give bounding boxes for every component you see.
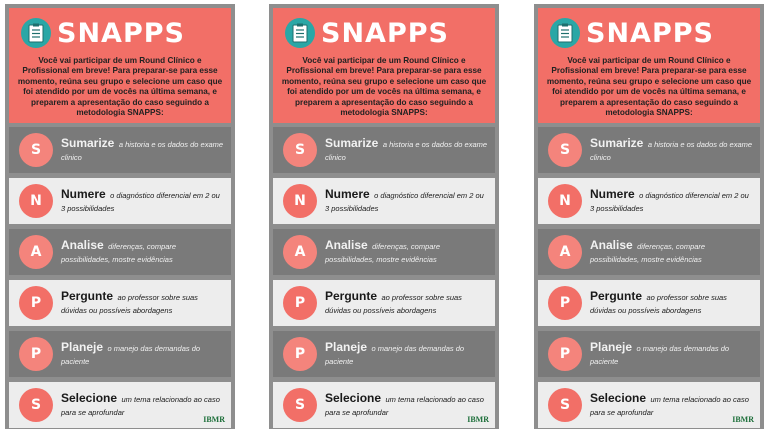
step-letter: P: [283, 337, 317, 371]
poster-title: SNAPPS: [586, 17, 714, 49]
step-row-summarize: [273, 127, 495, 173]
step-verb: Pergunte: [590, 289, 643, 303]
step-verb: Planeje: [325, 340, 368, 354]
step-desc: um tema relacionado ao caso para se aprofundar: [61, 395, 220, 417]
logo: [550, 14, 714, 52]
step-letter: P: [548, 337, 582, 371]
clipboard-checklist-icon: [550, 18, 580, 48]
step-letter: S: [548, 133, 582, 167]
snapps-poster-3[interactable]: [534, 4, 764, 429]
step-row-select: [9, 382, 231, 428]
clipboard-checklist-icon: [285, 18, 315, 48]
poster-intro: Você vai participar de um Round Clínico e Profissional em breve! Para preparar-se para esse momento, reúna seu grupo e selecione um caso que foi atendido por um de vocês na última semana, e preparem a apresentação do caso seguindo a metodologia SNAPPS:: [546, 56, 752, 118]
step-row-plan: [273, 331, 495, 377]
step-letter: A: [548, 235, 582, 269]
step-row-analyze: [273, 229, 495, 275]
step-row-number: [273, 178, 495, 224]
step-desc: o manejo das demandas do paciente: [61, 344, 201, 366]
step-letter: S: [283, 133, 317, 167]
step-verb: Pergunte: [325, 289, 378, 303]
step-row-number: [9, 178, 231, 224]
step-verb: Analise: [590, 238, 633, 252]
step-desc: um tema relacionado ao caso para se aprofundar: [590, 395, 749, 417]
step-desc: diferenças, compare possibilidades, mostre evidências: [325, 242, 441, 264]
step-letter: S: [548, 388, 582, 422]
step-verb: Planeje: [590, 340, 633, 354]
step-desc: o manejo das demandas do paciente: [590, 344, 730, 366]
step-row-analyze: [538, 229, 760, 275]
step-desc: diferenças, compare possibilidades, mostre evidências: [590, 242, 706, 264]
step-desc: ao professor sobre suas dúvidas ou possíveis abordagens: [325, 293, 462, 315]
step-row-number: [538, 178, 760, 224]
step-letter: P: [548, 286, 582, 320]
step-row-analyze: [9, 229, 231, 275]
step-verb: Selecione: [590, 391, 647, 405]
step-verb: Pergunte: [61, 289, 114, 303]
step-row-select: [538, 382, 760, 428]
step-desc: ao professor sobre suas dúvidas ou possíveis abordagens: [590, 293, 727, 315]
step-desc: a historia e os dados do exame clinico: [61, 140, 224, 162]
step-desc: o diagnóstico diferencial em 2 ou 3 possibilidades: [61, 191, 220, 213]
brand-logo: [732, 416, 754, 424]
step-verb: Numere: [590, 187, 635, 201]
brand-name: IBMR: [732, 415, 754, 424]
step-desc: um tema relacionado ao caso para se aprofundar: [325, 395, 484, 417]
brand-logo: [203, 416, 225, 424]
brand-name: IBMR: [467, 415, 489, 424]
poster-intro: Você vai participar de um Round Clínico e Profissional em breve! Para preparar-se para esse momento, reúna seu grupo e selecione um caso que foi atendido por um de vocês na última semana, e preparem a apresentação do caso seguindo a metodologia SNAPPS:: [17, 56, 223, 118]
poster-header: [273, 8, 495, 123]
step-row-ask: [273, 280, 495, 326]
step-row-ask: [538, 280, 760, 326]
logo: [21, 14, 185, 52]
snapps-poster-2[interactable]: [269, 4, 499, 429]
step-letter: P: [19, 337, 53, 371]
step-row-summarize: [9, 127, 231, 173]
step-verb: Selecione: [325, 391, 382, 405]
step-verb: Sumarize: [590, 136, 644, 150]
step-desc: diferenças, compare possibilidades, mostre evidências: [61, 242, 177, 264]
step-letter: P: [283, 286, 317, 320]
poster-inner: [9, 8, 231, 425]
step-letter: S: [19, 133, 53, 167]
step-desc: o manejo das demandas do paciente: [325, 344, 465, 366]
step-row-plan: [9, 331, 231, 377]
step-letter: N: [283, 184, 317, 218]
step-letter: S: [19, 388, 53, 422]
step-verb: Analise: [61, 238, 104, 252]
step-verb: Sumarize: [325, 136, 379, 150]
snapps-poster-1[interactable]: [5, 4, 235, 429]
logo: [285, 14, 449, 52]
poster-title: SNAPPS: [57, 17, 185, 49]
step-verb: Selecione: [61, 391, 118, 405]
poster-intro: Você vai participar de um Round Clínico e Profissional em breve! Para preparar-se para esse momento, reúna seu grupo e selecione um caso que foi atendido por um de vocês na última semana, e preparem a apresentação do caso seguindo a metodologia SNAPPS:: [281, 56, 487, 118]
step-letter: A: [19, 235, 53, 269]
step-letter: N: [548, 184, 582, 218]
step-desc: a historia e os dados do exame clinico: [325, 140, 488, 162]
poster-header: [538, 8, 760, 123]
step-desc: o diagnóstico diferencial em 2 ou 3 possibilidades: [325, 191, 484, 213]
step-letter: A: [283, 235, 317, 269]
step-letter: S: [283, 388, 317, 422]
step-verb: Planeje: [61, 340, 104, 354]
poster-inner: [273, 8, 495, 425]
step-verb: Sumarize: [61, 136, 115, 150]
step-letter: P: [19, 286, 53, 320]
step-row-plan: [538, 331, 760, 377]
step-row-ask: [9, 280, 231, 326]
step-row-select: [273, 382, 495, 428]
poster-title: SNAPPS: [321, 17, 449, 49]
clipboard-checklist-icon: [21, 18, 51, 48]
step-verb: Analise: [325, 238, 368, 252]
step-desc: o diagnóstico diferencial em 2 ou 3 possibilidades: [590, 191, 749, 213]
step-row-summarize: [538, 127, 760, 173]
step-desc: a historia e os dados do exame clinico: [590, 140, 753, 162]
step-desc: ao professor sobre suas dúvidas ou possíveis abordagens: [61, 293, 198, 315]
step-verb: Numere: [325, 187, 370, 201]
step-letter: N: [19, 184, 53, 218]
poster-inner: [538, 8, 760, 425]
step-verb: Numere: [61, 187, 106, 201]
poster-header: [9, 8, 231, 123]
brand-logo: [467, 416, 489, 424]
brand-name: IBMR: [203, 415, 225, 424]
